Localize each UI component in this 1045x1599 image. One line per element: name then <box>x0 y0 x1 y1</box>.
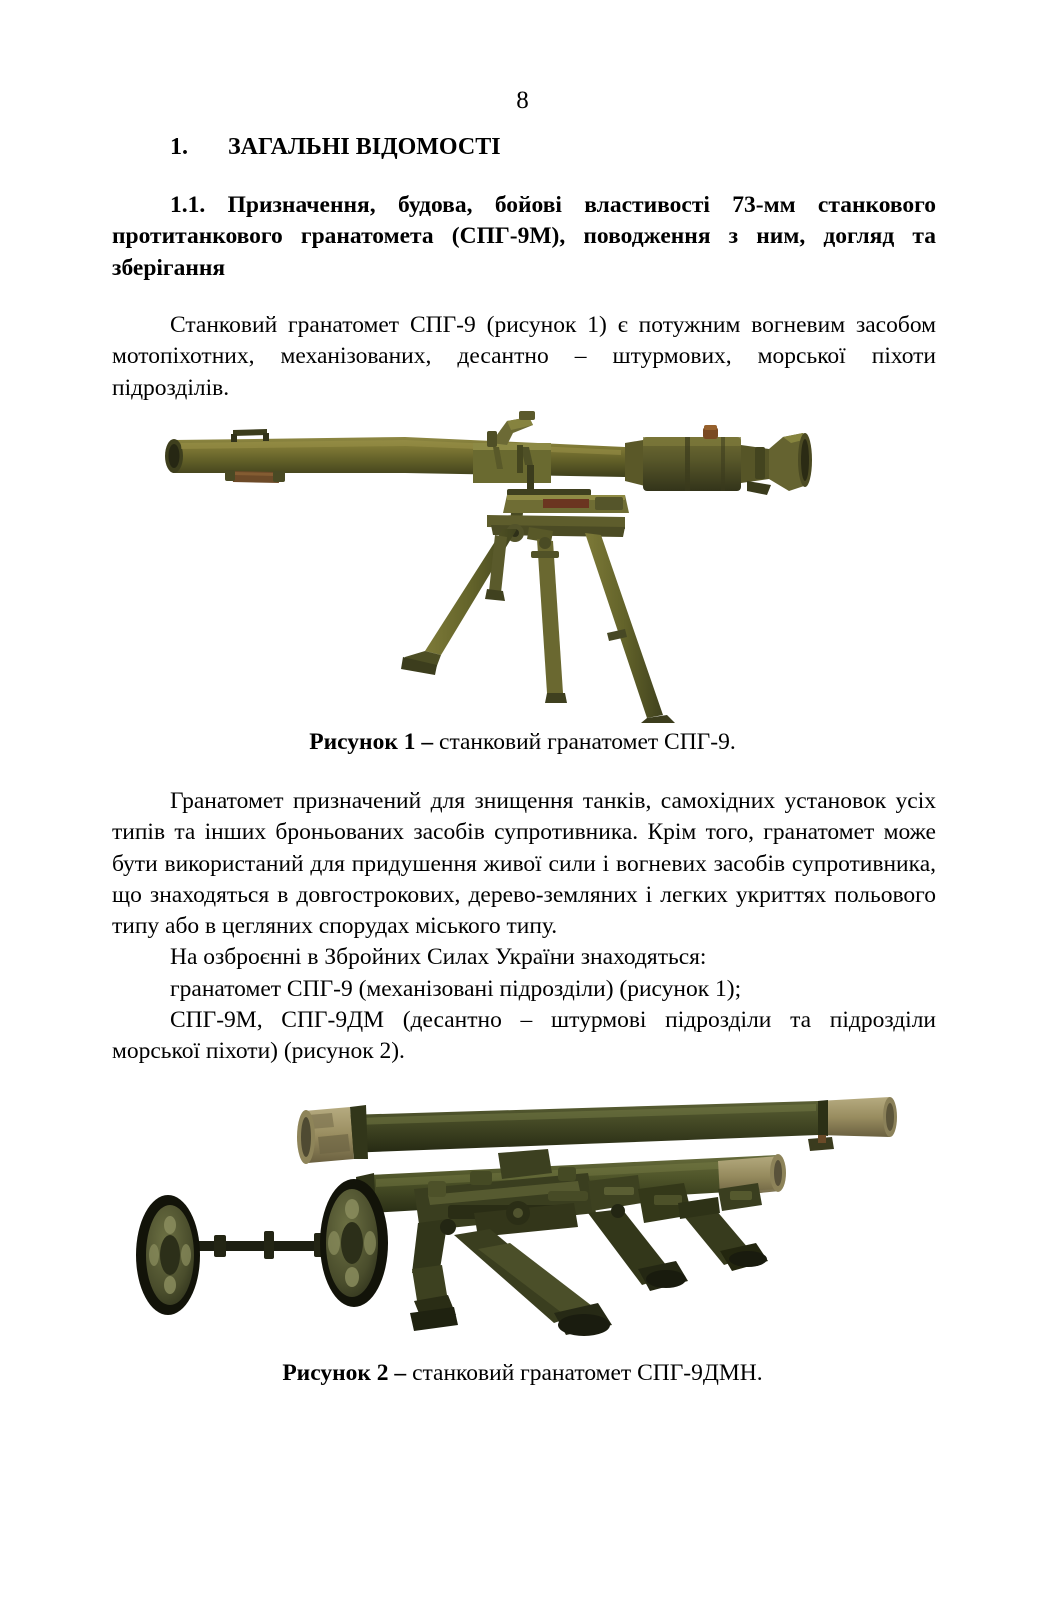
intro-paragraph-block <box>112 310 936 404</box>
paragraph-intro: Станковий гранатомет СПГ-9 (рисунок 1) є потужним вогневим засобом мотопіхотних, механізованих, десантно – штурмових, морської піхоти підрозділів. <box>112 312 936 401</box>
document-body <box>112 132 936 308</box>
paragraph-inventory-item-1: гранатомет СПГ-9 (механізовані підрозділи) (рисунок 1); <box>170 975 742 1002</box>
figure-1-caption <box>0 728 1045 756</box>
page-number: 8 <box>516 87 529 114</box>
figure-1-caption-wrapper <box>0 728 1045 756</box>
figure-2-caption-label: Рисунок 2 – <box>282 1360 413 1386</box>
purpose-paragraph-block <box>112 786 936 1067</box>
paragraph-purpose: Гранатомет призначений для знищення танків, самохідних установок усіх типів та інших броньованих засобів супротивника. Крім того, гранатомет може бути використаний для придушення живої сили і вогневих засобів супротивника, що знаходяться в довгострокових, дерево-земляних і легких укриттях польового типу або в цегляних спорудах міського типу. <box>112 788 936 939</box>
section-heading-1 <box>112 132 936 162</box>
section-number: 1. <box>170 134 188 160</box>
figure-2-image <box>118 1063 928 1343</box>
figure-1-image <box>155 403 835 723</box>
figure-2-caption-wrapper <box>0 1359 1045 1387</box>
figure-1-caption-text: станковий гранатомет СПГ-9. <box>439 729 736 755</box>
paragraph-inventory-item-2: СПГ-9М, СПГ-9ДМ (десантно – штурмові підрозділи та підрозділи морської піхоти) (рисунок 2). <box>112 1006 936 1064</box>
figure-1-caption-label: Рисунок 1 – <box>309 729 440 755</box>
paragraph-inventory-lead: На озброєнні в Збройних Силах України знаходяться: <box>170 944 707 971</box>
subsection-heading-1-1: 1.1. Призначення, будова, бойові властивості 73-мм станкового протитанкового гранатомета (СПГ-9М), поводження з ним, догляд та зберігання <box>112 192 936 281</box>
section-title: ЗАГАЛЬНІ ВІДОМОСТІ <box>228 134 501 160</box>
figure-2-caption <box>0 1359 1045 1387</box>
figure-2-caption-text: станковий гранатомет СПГ-9ДМН. <box>412 1360 763 1386</box>
